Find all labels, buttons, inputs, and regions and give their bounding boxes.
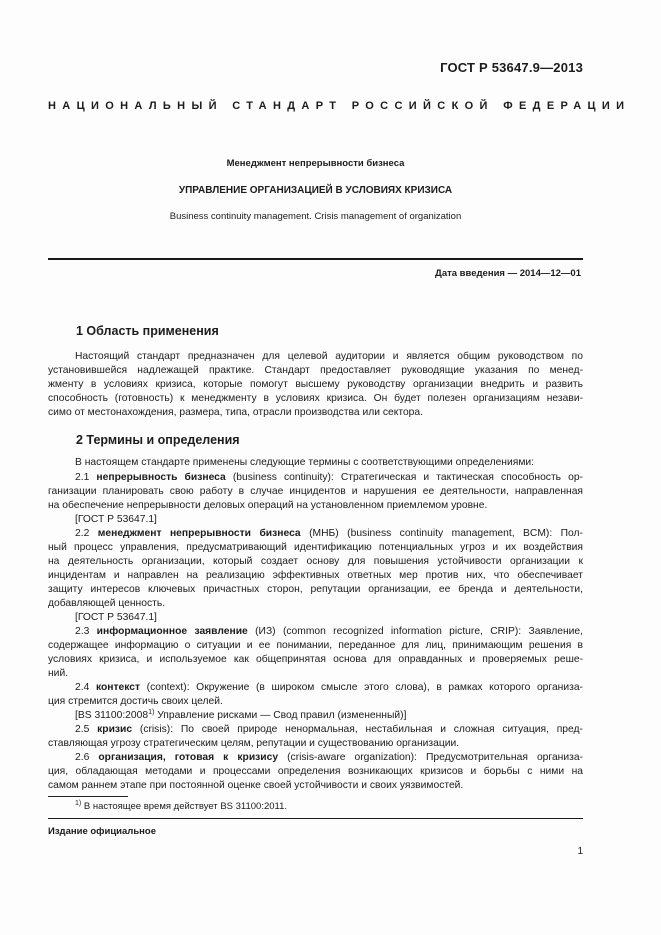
term-name: контекст	[95, 682, 141, 693]
term-2-4-reference	[48, 709, 583, 723]
footnote	[75, 801, 287, 812]
section-1-line: способность (готовность) к менеджменту в условиях кризиса. Он будет полезен организациям незави-	[48, 393, 583, 404]
page-number: 1	[577, 846, 583, 857]
term-2-4-line	[48, 681, 583, 695]
section-2-heading: 2 Термины и определения	[76, 433, 240, 447]
term-2-4-line: ция стремится достичь своих целей.	[48, 696, 223, 707]
term-definition: (crisis-aware organization): Предусмотрительная организа-	[278, 752, 583, 763]
section-2-intro: В настоящем стандарте применены следующие термины с соответствующими определениями:	[75, 457, 535, 468]
standard-id: ГОСТ Р 53647.9—2013	[440, 60, 583, 75]
edition-label: Издание официальное	[48, 826, 156, 837]
term-name: непрерывность бизнеса	[96, 472, 226, 483]
header-divider	[48, 258, 583, 260]
term-number: 2.4	[75, 682, 96, 693]
term-number: 2.6	[75, 752, 99, 763]
footnote-text: В настоящее время действует BS 31100:2011.	[81, 801, 288, 812]
reference-text: Управление рисками — Свод правил (измененный)]	[154, 710, 407, 721]
term-2-2-line: инцидентам и направлен на реализацию эффективных ответных мер против них, что обеспечивает	[48, 570, 583, 581]
section-1-line: симо от местонахождения, размера, типа, отрасли производства или сектора.	[48, 407, 423, 418]
footnote-marker: 1)	[75, 800, 82, 807]
term-2-3-line	[48, 625, 583, 639]
term-definition: (business continuity): Стратегическая и тактическая способность ор-	[225, 472, 583, 483]
term-2-3-line: ний.	[48, 668, 69, 679]
term-2-1-line: на обеспечение непрерывности деловых операций на установленном приемлемом уровне.	[48, 500, 488, 511]
term-number: 2.3	[75, 626, 97, 637]
term-name: менеджмент непрерывности бизнеса	[97, 528, 301, 539]
term-2-3-line: условиях кризиса, и используемое как общепринятая основа для оправданных и проверяемых реше-	[48, 654, 583, 665]
document-subtitle: Менеджмент непрерывности бизнеса	[226, 158, 405, 169]
english-title: Business continuity management. Crisis management of organization	[169, 211, 462, 222]
term-number: 2.5	[75, 724, 98, 735]
term-name: кризис	[97, 724, 133, 735]
term-name: организация, готовая к кризису	[98, 752, 279, 763]
term-2-3-line: содержащее информацию о ситуации и ее понимании, переданное для лиц, принимающим решения в	[48, 640, 583, 651]
term-name: информационное заявление	[96, 626, 248, 637]
term-number: 2.1	[75, 472, 97, 483]
term-2-6-line: ция, обладающая методами и процессами определения возникающих кризисов и борьбы с ними на	[48, 766, 583, 777]
term-2-5-line: ставляющая угрозу стратегическим целям, репутации и существованию организации.	[48, 738, 460, 749]
term-definition: (МНБ) (business continuity management, BCM): Пол-	[300, 528, 583, 539]
term-2-5-line	[48, 723, 583, 737]
term-2-2-line: добавляющей ценность.	[48, 598, 166, 609]
introduction-date: Дата введения — 2014—12—01	[435, 268, 581, 279]
term-2-2-reference: [ГОСТ Р 53647.1]	[75, 612, 157, 623]
footnote-divider	[48, 796, 128, 797]
term-2-1-line: ганизации планировать свою работу в случае инцидентов и нарушения ее деятельности, направленная	[48, 486, 583, 497]
term-definition: (crisis): По своей природе ненормальная, нестабильная и сложная ситуация, пред-	[132, 724, 583, 735]
term-2-6-line	[48, 751, 583, 765]
section-1-line: жменту в условиях кризиса, которые помогут высшему руководству организации внедрить и развить	[48, 379, 583, 390]
term-2-2-line: на деятельность организации, который создает основу для повышения устойчивости организации к	[48, 556, 583, 567]
term-number: 2.2	[75, 528, 98, 539]
footnote-marker: 1)	[148, 709, 155, 716]
reference-text: [BS 31100:2008	[75, 710, 149, 721]
term-2-2-line	[48, 527, 583, 541]
term-2-6-line: самом раннем этапе при постоянной оценке своей устойчивости и своих уязвимостей.	[48, 779, 583, 793]
term-definition: (context): Окружение (в широком смысле этого слова), в рамках которого организа-	[140, 682, 583, 693]
section-1-line: Настоящий стандарт предназначен для целевой аудитории и является общим руководством по	[75, 351, 583, 362]
term-2-2-line: ный процесс управления, предусматривающий идентификацию потенциальных угроз и их воздействия	[48, 542, 583, 553]
term-2-2-line: защиту интересов ключевых причастных сторон, репутации организации, ее бренда и деятельности,	[48, 584, 583, 595]
term-2-1-reference: [ГОСТ Р 53647.1]	[75, 514, 157, 525]
term-definition: (ИЗ) (common recognized information picture, CRIP): Заявление,	[247, 626, 583, 637]
national-standard-heading: НАЦИОНАЛЬНЫЙ СТАНДАРТ РОССИЙСКОЙ ФЕДЕРАЦИИ	[48, 100, 631, 112]
section-1-heading: 1 Область применения	[76, 324, 219, 338]
term-2-1-line	[48, 471, 583, 485]
section-1-line: установившейся надлежащей практике. Стандарт предоставляет руководящие указания по менед-	[48, 365, 583, 376]
document-title: УПРАВЛЕНИЕ ОРГАНИЗАЦИЕЙ В УСЛОВИЯХ КРИЗИСА	[178, 185, 453, 196]
footer-divider	[48, 818, 583, 819]
